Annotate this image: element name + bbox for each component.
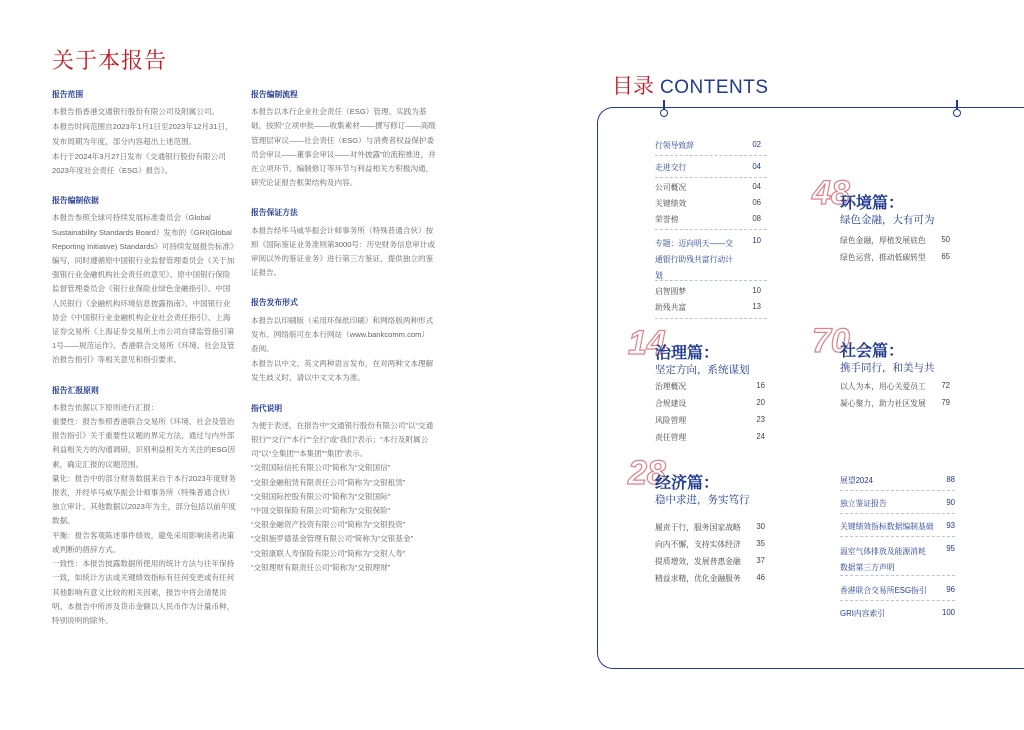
paragraph: 平衡：报告客观陈述事件绩效，避免采用影响读者决策或判断的措辞方式。 bbox=[52, 530, 235, 554]
chapter-subtitle: 携手同行，和美与共 bbox=[840, 362, 935, 374]
toc-entry[interactable] bbox=[655, 432, 765, 443]
section-heading: 指代说明 bbox=[251, 403, 283, 413]
toc-entry-page: 35 bbox=[756, 539, 765, 548]
toc-entry-page: 06 bbox=[752, 198, 761, 207]
toc-entry-label: 助残共富 bbox=[655, 303, 687, 312]
toc-entry-page: 13 bbox=[752, 302, 761, 311]
chapter-title: 环境篇： bbox=[840, 195, 905, 212]
toc-entry-page: 93 bbox=[946, 521, 955, 530]
toc-entry[interactable] bbox=[655, 381, 765, 392]
toc-entry[interactable] bbox=[655, 302, 765, 313]
paragraph: “交银金融资产投资有限公司”简称为“交银投资” bbox=[251, 520, 406, 530]
separator bbox=[655, 177, 767, 178]
toc-entry-page: 30 bbox=[756, 522, 765, 531]
paragraph: 本报告以本行企业社会责任（ESG）管理、实践为基础，按照“立项申批——收集素材——撰写修订——高级管理层审议——社会责任（ESG）与消费者权益保护委员会审议——董事会审议——对外披露”的流程推进，并在立项环节、编制修订等环节与利益相关方积极沟通，研究论证报告框架结构及内容。 bbox=[251, 107, 436, 188]
toc-entry[interactable] bbox=[655, 398, 765, 409]
toc-entry[interactable] bbox=[840, 252, 950, 263]
toc-entry[interactable] bbox=[840, 398, 950, 409]
binder-ring-icon bbox=[660, 100, 668, 118]
toc-entry-page: 10 bbox=[752, 236, 761, 245]
toc-entry-label: 合规建设 bbox=[655, 399, 687, 408]
paragraph: 一致性：本报告披露数据所使用的统计方法与往年保持一致，如统计方法或关键绩效指标有任何变更或有任何其他影响有意义比较的相关因素，报告中将会清楚说明。本报告中所涉及货币金额以人民币作为计量币种，特别说明的除外。 bbox=[52, 559, 235, 625]
toc-entry-label: 履责于行，服务国家战略 bbox=[655, 523, 741, 532]
toc-entry[interactable] bbox=[840, 498, 955, 509]
section-references bbox=[251, 402, 436, 575]
chapter-subtitle: 稳中求进，务实笃行 bbox=[655, 494, 750, 506]
toc-entry-label: 凝心聚力，助力社区发展 bbox=[840, 399, 926, 408]
toc-entry-label: 关键绩效 bbox=[655, 199, 687, 208]
toc-entry[interactable] bbox=[655, 556, 765, 567]
toc-entry-page: 08 bbox=[752, 214, 761, 223]
toc-entry-label: GRI内容索引 bbox=[840, 609, 886, 618]
toc-entry-page: 95 bbox=[946, 544, 955, 553]
paragraph: “中国交银保险有限公司”简称为“交银保险” bbox=[251, 506, 391, 516]
toc-entry-page: 20 bbox=[756, 398, 765, 407]
toc-entry-page: 79 bbox=[941, 398, 950, 407]
chapter-number: 28 bbox=[628, 454, 666, 492]
section-heading: 报告范围 bbox=[52, 90, 84, 99]
toc-entry-label: 专题：迈向明天——交通银行助残共富行动计划 bbox=[655, 239, 733, 280]
chapter-title: 治理篇： bbox=[655, 345, 720, 362]
toc-entry-label: 启智圆梦 bbox=[655, 287, 687, 296]
toc-entry-label: 公司概况 bbox=[655, 183, 687, 192]
toc-entry[interactable] bbox=[840, 381, 950, 392]
toc-entry-page: 37 bbox=[756, 556, 765, 565]
paragraph: 本行于2024年3月27日发布《交通银行股份有限公司2023年度社会责任（ESG）报告》。 bbox=[52, 151, 226, 176]
section-process bbox=[251, 88, 436, 190]
toc-entry-label: 荣誉榜 bbox=[655, 215, 679, 224]
paragraph: 本报告指香港交通银行股份有限公司及附属公司。 bbox=[52, 107, 220, 117]
chapter-subtitle: 绿色金融，大有可为 bbox=[840, 214, 935, 226]
separator bbox=[655, 155, 767, 156]
separator bbox=[840, 536, 955, 537]
toc-entry-page: 90 bbox=[946, 498, 955, 507]
toc-entry[interactable] bbox=[840, 521, 955, 532]
toc-entry-label: 治理概况 bbox=[655, 382, 687, 391]
paragraph: 本报告经毕马威华振会计师事务所（特殊普通合伙）按照《国际鉴证业务准则第3000号：历史财务信息审计或审阅以外的鉴证业务》进行第三方鉴证，提供独立的鉴证报告。 bbox=[251, 225, 435, 278]
section-heading: 报告编制依据 bbox=[52, 196, 99, 206]
separator bbox=[655, 229, 767, 230]
toc-entry[interactable] bbox=[655, 182, 765, 193]
toc-entry-label: 向内不懈，支持实体经济 bbox=[655, 540, 741, 549]
toc-entry-page: 100 bbox=[941, 608, 955, 617]
toc-entry[interactable] bbox=[840, 475, 955, 486]
separator bbox=[840, 513, 955, 514]
separator bbox=[840, 575, 955, 576]
page-title: 关于本报告 bbox=[52, 48, 168, 73]
separator bbox=[655, 318, 767, 319]
toc-entry-page: 50 bbox=[941, 235, 950, 244]
chapter-title: 经济篇： bbox=[655, 475, 720, 492]
toc-title-cn: 目录 bbox=[612, 75, 654, 98]
toc-entry-page: 46 bbox=[756, 573, 765, 582]
toc-entry-page: 16 bbox=[756, 381, 765, 390]
paragraph: “交银施罗德基金管理有限公司”简称为“交银基金” bbox=[251, 534, 413, 544]
left-column-1 bbox=[52, 88, 237, 644]
toc-entry[interactable] bbox=[655, 539, 765, 550]
chapter-number: 70 bbox=[812, 322, 850, 360]
toc-entry-page: 02 bbox=[752, 140, 761, 149]
binder-ring-icon bbox=[953, 100, 961, 118]
toc-entry-page: 65 bbox=[941, 252, 950, 261]
separator bbox=[840, 600, 955, 601]
chapter-subtitle: 坚定方向，系统谋划 bbox=[655, 364, 750, 376]
chapter-number: 48 bbox=[812, 174, 850, 212]
toc-entry-label: 以人为本，用心关爱员工 bbox=[840, 382, 926, 391]
paragraph: 为便于表述，在报告中“交通银行股份有限公司”以“交通银行”“交行”“本行”“全行”或“我们”表示；“本行及附属公司”以“全集团”“本集团”“集团”表示。 bbox=[251, 420, 434, 459]
paragraph: 本报告时间范围自2023年1月1日至2023年12月31日，发布周期为年度，部分内容超出上述范围。 bbox=[52, 122, 233, 146]
section-basis bbox=[52, 194, 237, 367]
toc-entry[interactable] bbox=[655, 522, 765, 533]
toc-entry[interactable] bbox=[655, 214, 765, 225]
section-heading: 报告汇报原则 bbox=[52, 385, 99, 395]
toc-entry-label: 行领导致辞 bbox=[655, 141, 694, 150]
toc-entry-label: 走进交行 bbox=[655, 163, 687, 172]
paragraph: 本报告以中文、英文两种语言发布，在对两种文本理解发生歧义时，请以中文文本为准。 bbox=[251, 359, 434, 383]
toc-entry-label: 风险管理 bbox=[655, 416, 687, 425]
toc-entry-label: 独立鉴证报告 bbox=[840, 499, 887, 508]
section-principles bbox=[52, 384, 237, 628]
section-heading: 报告发布形式 bbox=[251, 298, 298, 308]
section-publication bbox=[251, 296, 436, 385]
toc-entry[interactable] bbox=[655, 415, 765, 426]
toc-entry[interactable] bbox=[655, 286, 765, 297]
toc-entry[interactable] bbox=[655, 236, 765, 284]
toc-entry-label: 绿色金融，厚植发展底色 bbox=[840, 236, 926, 245]
toc-entry-page: 96 bbox=[946, 585, 955, 594]
separator bbox=[840, 490, 955, 491]
toc-entry-page: 10 bbox=[752, 286, 761, 295]
chapter-title: 社会篇： bbox=[840, 343, 905, 360]
section-heading: 报告保证方法 bbox=[251, 208, 298, 218]
toc-entry[interactable] bbox=[655, 573, 765, 584]
toc-entry-label: 香港联合交易所ESG指引 bbox=[840, 586, 927, 595]
toc-entry[interactable] bbox=[840, 585, 955, 596]
toc-entry[interactable] bbox=[655, 162, 765, 173]
paragraph: 重要性：报告参照香港联合交易所《环境、社会及管治报告指引》关于重要性议题的界定方法，通过与内外部利益相关方的沟通调研，识别利益相关方关注的ESG因素，确定汇报的议题范围。 bbox=[52, 417, 236, 469]
toc-entry[interactable] bbox=[840, 544, 955, 576]
toc-entry-label: 责任管理 bbox=[655, 433, 687, 442]
binder-rings bbox=[655, 100, 965, 124]
toc-entry[interactable] bbox=[840, 608, 955, 619]
paragraph: “交银国际信托有限公司”简称为“交银国信” bbox=[251, 463, 391, 473]
toc-entry-page: 24 bbox=[756, 432, 765, 441]
toc-entry[interactable] bbox=[655, 140, 765, 151]
toc-entry[interactable] bbox=[655, 198, 765, 209]
toc-entry-page: 23 bbox=[756, 415, 765, 424]
toc-entry-page: 88 bbox=[946, 475, 955, 484]
toc-entry-label: 精益求精，优化金融服务 bbox=[655, 574, 741, 583]
section-heading: 报告编制流程 bbox=[251, 90, 298, 99]
toc-title-en: CONTENTS bbox=[660, 77, 769, 98]
toc-entry-page: 04 bbox=[752, 162, 761, 171]
toc-entry-label: 展望2024 bbox=[840, 476, 873, 485]
separator bbox=[655, 280, 767, 281]
paragraph: “交银理财有限责任公司”简称为“交银理财” bbox=[251, 562, 391, 572]
toc-entry-label: 提质增效，发展普惠金融 bbox=[655, 557, 741, 566]
chapter-number: 14 bbox=[628, 324, 666, 362]
section-scope bbox=[52, 88, 237, 178]
toc-entry-page: 72 bbox=[941, 381, 950, 390]
section-assurance bbox=[251, 206, 436, 280]
toc-entry-page: 04 bbox=[752, 182, 761, 191]
paragraph: 本报告参照全球可持续发展标准委员会（Global Sustainability Standards Board）发布的《GRI(Global Reporting Initiative) Standards》可持续发展报告标准》编写，同时遵循原中国银行业监督管理委员会《关于加强银行业金融机构社会责任的意见》、原中国银行保险监督管理委员会《银行业保险业绿色金融指引》、中国人民银行《金融机构环境信息披露指南》、中国银行业协会《中国银行业金融机构企业社会责任指引》、上海证券交易所《上海证券交易所上市公司自律监管指引第1号——规范运作》、香港联合交易所《环境、社会及管治报告指引》等相关意见和指引要求。 bbox=[52, 213, 235, 365]
toc-entry-label: 关键绩效指标数据编制基础 bbox=[840, 522, 934, 531]
toc-entry-label: 绿色运营，推动低碳转型 bbox=[840, 253, 926, 262]
toc-title bbox=[612, 70, 769, 100]
paragraph: 本报告以印刷版（采用环保纸印刷）和网络版两种形式发布。网络版可在本行网站（www.bankcomm.com）查阅。 bbox=[251, 315, 434, 354]
paragraph: “交银康联人寿保险有限公司”简称为“交银人寿” bbox=[251, 548, 406, 558]
paragraph: 量化：报告中的部分财务数据来自于本行2023年度财务报表，并经毕马威华振会计师事务所（特殊普通合伙）独立审计。其他数据以2023年为主，部分包括以前年度数据。 bbox=[52, 473, 236, 526]
paragraph: “交银金融租赁有限责任公司”简称为“交银租赁” bbox=[251, 477, 406, 487]
toc-entry[interactable] bbox=[840, 235, 950, 246]
paragraph: 本报告依据以下原则进行汇报： bbox=[52, 402, 159, 412]
left-column-2 bbox=[251, 88, 436, 591]
toc-entry-label: 温室气体排放及能源消耗数据第三方声明 bbox=[840, 547, 926, 572]
paragraph: “交银国际控股有限公司”简称为“交银国际” bbox=[251, 491, 391, 501]
